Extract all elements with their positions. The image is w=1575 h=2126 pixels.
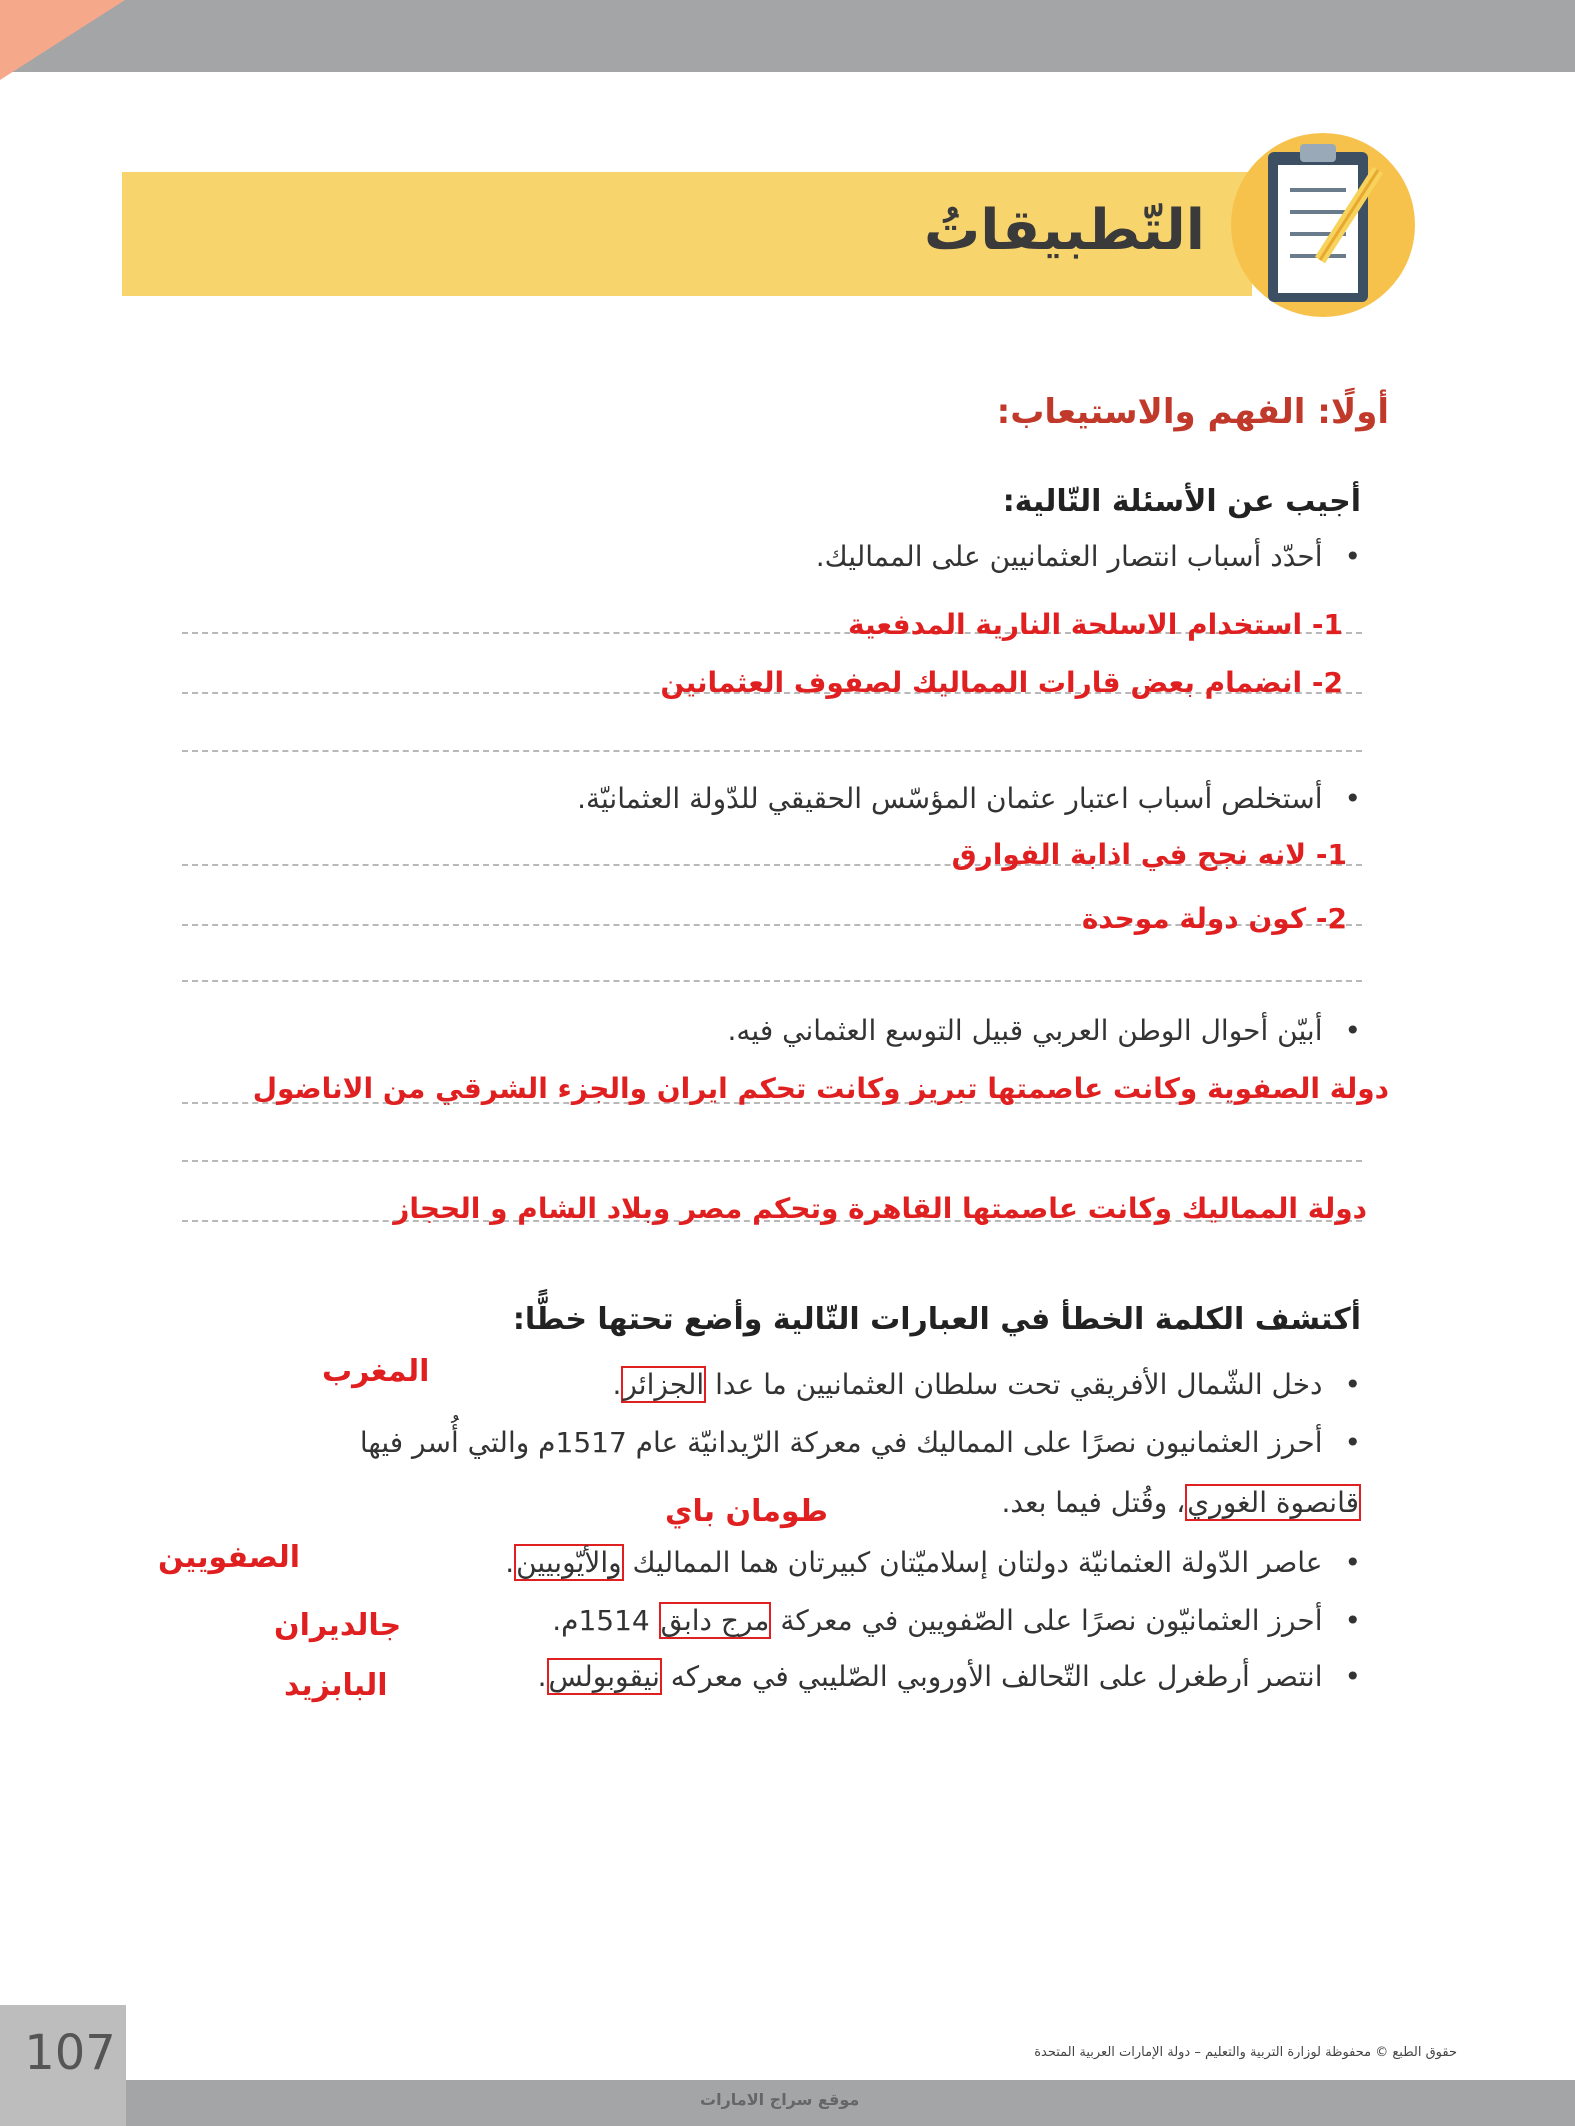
copyright-text: حقوق الطبع © محفوظة لوزارة التربية والتعليم – دولة الإمارات العربية المتحدة (1034, 2045, 1457, 2060)
statement-1 (612, 1368, 1361, 1401)
correction-text: جالديران (274, 1608, 402, 1643)
correction-text: الصفويين (158, 1540, 301, 1575)
bullet-icon: • (1344, 782, 1361, 815)
wrong-word-box: مرج دابق (660, 1604, 770, 1637)
statement-4 (552, 1604, 1361, 1637)
question-text: أبيّن أحوال الوطن العربي قبيل التوسع العثماني فيه. (727, 1014, 1323, 1047)
top-corner-accent (0, 0, 125, 80)
question-text: أستخلص أسباب اعتبار عثمان المؤسّس الحقيقي للدّولة العثمانيّة. (577, 782, 1323, 815)
statement-text: أحرز العثمانيّون نصرًا على الصّفويين في معركة (780, 1604, 1323, 1637)
answer-text: دولة الصفوية وكانت عاصمتها تبريز وكانت تحكم ايران والجزء الشرقي من الاناضول (252, 1072, 1389, 1105)
instruction-heading: أكتشف الكلمة الخطأ في العبارات التّالية وأضع تحتها خطًّا: (512, 1302, 1361, 1337)
question-3 (727, 1014, 1361, 1047)
statement-end: ، وقُتل فيما بعد. (1001, 1486, 1186, 1519)
statement-text: دخل الشّمال الأفريقي تحت سلطان العثمانيين ما عدا (715, 1368, 1323, 1401)
answer-text: 2- انضمام بعض قارات المماليك لصفوف العثمانين (660, 666, 1343, 699)
statement-end: 1514م. (552, 1604, 650, 1637)
wrong-word-box: الجزائر (623, 1368, 705, 1401)
bullet-icon: • (1344, 1014, 1361, 1047)
bullet-icon: • (1344, 1604, 1361, 1637)
statement-3 (505, 1546, 1361, 1579)
statement-end: . (612, 1368, 622, 1401)
bullet-icon: • (1344, 1426, 1361, 1459)
statement-text: انتصر أرطغرل على التّحالف الأوروبي الصّليبي في معركه (670, 1660, 1323, 1693)
answer-text: 1- استخدام الاسلحة النارية المدفعية (848, 608, 1343, 641)
answer-text: 1- لانه نجح في اذابة الفوارق (951, 838, 1347, 871)
correction-text: طومان باي (665, 1494, 828, 1529)
bullet-icon: • (1344, 1660, 1361, 1693)
correction-text: البابزيد (284, 1668, 388, 1703)
answer-text: دولة المماليك وكانت عاصمتها القاهرة وتحكم مصر وبلاد الشام و الحجاز (393, 1192, 1367, 1225)
answer-text: 2- كون دولة موحدة (1081, 902, 1347, 935)
wrong-word-box: قانصوة الغوري (1187, 1486, 1359, 1519)
bullet-icon: • (1344, 1546, 1361, 1579)
answer-line (182, 750, 1362, 752)
bullet-icon: • (1344, 1368, 1361, 1401)
question-1 (816, 540, 1361, 573)
bullet-icon: • (1344, 540, 1361, 573)
statement-2-cont (1002, 1486, 1362, 1519)
wrong-word-box: نيقوبولس (548, 1660, 660, 1693)
section-heading: أولًا: الفهم والاستيعاب: (996, 392, 1389, 432)
statement-end: . (505, 1546, 515, 1579)
statement-text: أحرز العثمانيون نصرًا على المماليك في معركة الرّيدانيّة عام 1517م والتي أُسر فيها (359, 1426, 1323, 1459)
statement-end: . (537, 1660, 547, 1693)
statement-2 (360, 1426, 1361, 1459)
statement-text: عاصر الدّولة العثمانيّة دولتان إسلاميّتان كبيرتان هما المماليك (632, 1546, 1323, 1579)
page-number: 107 (24, 2025, 116, 2081)
question-2 (577, 782, 1361, 815)
answer-line (182, 980, 1362, 982)
instruction-heading: أجيب عن الأسئلة التّالية: (1002, 484, 1361, 519)
answer-line (182, 1160, 1362, 1162)
page-title: التّطبيقاتُ (924, 198, 1205, 263)
clipboard-icon (1228, 130, 1418, 320)
question-text: أحدّد أسباب انتصار العثمانيين على المماليك. (815, 540, 1323, 573)
site-label: موقع سراج الامارات (700, 2090, 860, 2109)
wrong-word-box: والأيّوبيين (516, 1546, 622, 1579)
top-bar (0, 0, 1575, 72)
statement-5 (538, 1660, 1361, 1693)
correction-text: المغرب (322, 1354, 430, 1389)
